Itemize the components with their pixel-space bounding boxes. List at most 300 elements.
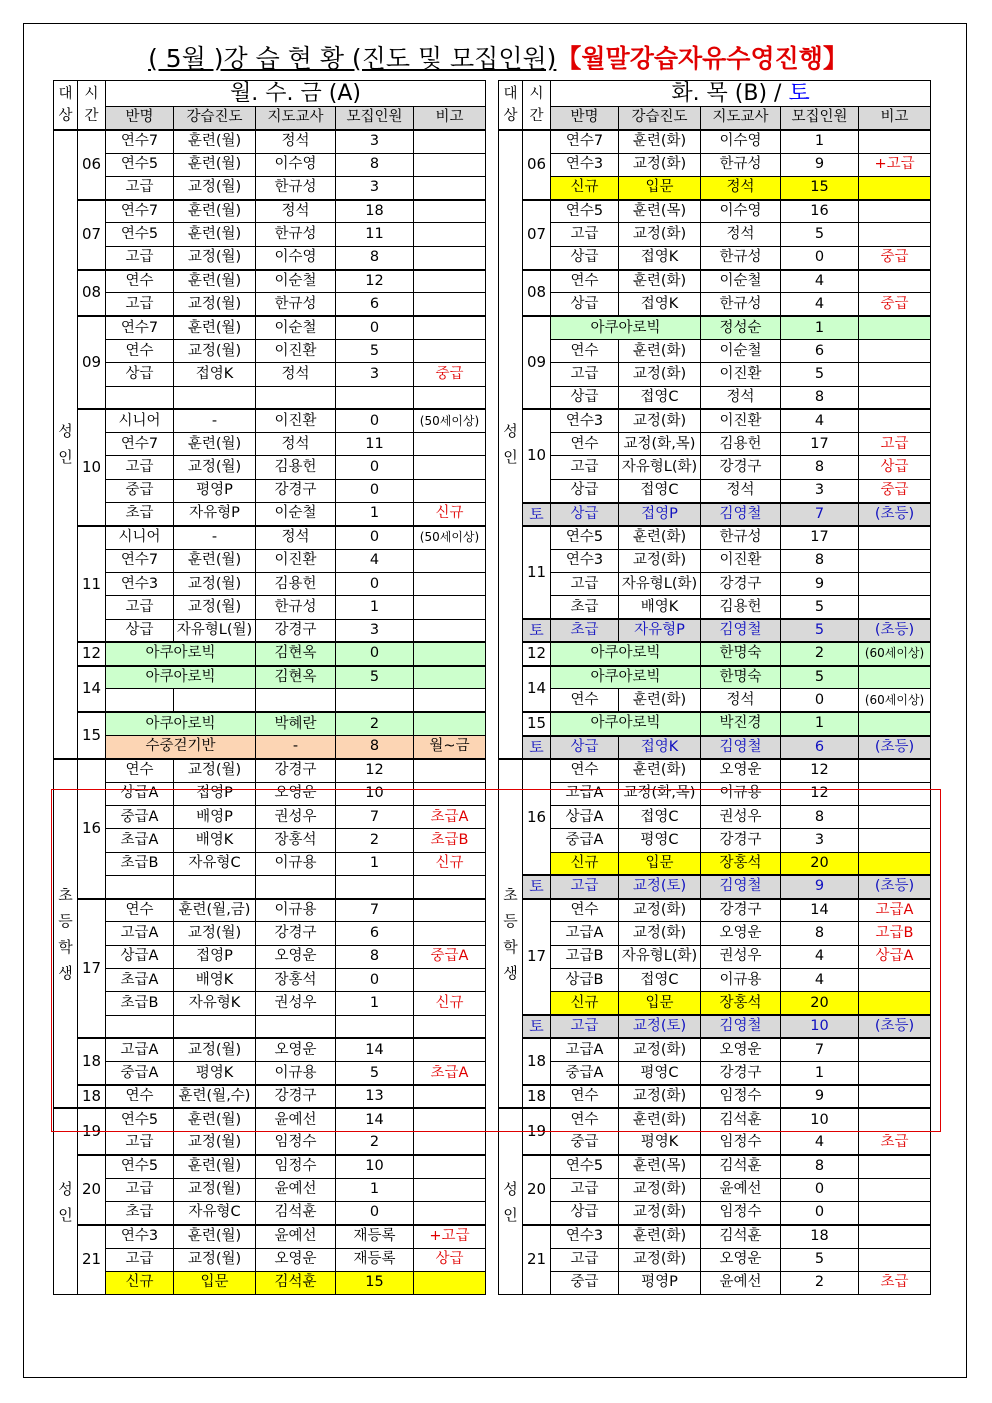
progress-cell: 교정(화): [619, 1085, 701, 1108]
table-row: [54, 1178, 486, 1201]
count-cell: 6: [781, 339, 859, 362]
teacher-cell: 김석훈: [701, 1108, 781, 1131]
teacher-cell: 정석: [701, 223, 781, 246]
teacher-cell: 박진경: [701, 712, 781, 735]
count-cell: 20: [781, 852, 859, 875]
table-row: [54, 1015, 486, 1038]
progress-cell: 교정(화): [619, 223, 701, 246]
count-cell: 5: [336, 339, 414, 362]
class-name-cell: 고급: [551, 1248, 619, 1271]
count-cell: 0: [781, 246, 859, 269]
count-cell: 1: [781, 1062, 859, 1085]
teacher-cell: 한규성: [256, 596, 336, 619]
table-row: [54, 642, 486, 665]
count-cell: 5: [336, 1062, 414, 1085]
count-cell: 5: [781, 596, 859, 619]
note-cell: [414, 456, 486, 479]
progress-cell: 교정(월): [174, 1132, 256, 1155]
count-cell: 0: [336, 968, 414, 991]
table-row: [499, 619, 931, 642]
class-name-cell: 초급A: [106, 829, 174, 852]
table-row: [499, 642, 931, 665]
time-cell: 20: [523, 1155, 551, 1225]
note-cell: 신규: [414, 852, 486, 875]
teacher-cell: 박혜란: [256, 712, 336, 735]
class-name-cell: 고급A: [551, 782, 619, 805]
class-name-cell: 고급: [551, 875, 619, 898]
table-row: [54, 829, 486, 852]
class-name-cell: 중급A: [106, 805, 174, 828]
count-cell: 17: [781, 433, 859, 456]
count-cell: 4: [781, 270, 859, 293]
progress-cell: [174, 1015, 256, 1038]
teacher-cell: 이진환: [701, 409, 781, 432]
count-cell: 7: [781, 503, 859, 526]
teacher-cell: 정석: [701, 176, 781, 199]
column-header: 비고: [414, 107, 486, 130]
count-cell: [336, 875, 414, 898]
class-name-cell: 수중걷기반: [106, 736, 256, 759]
note-cell: [859, 759, 931, 782]
note-cell: [859, 409, 931, 432]
count-cell: 2: [336, 712, 414, 735]
teacher-cell: [256, 1015, 336, 1038]
note-cell: [859, 176, 931, 199]
progress-cell: 훈련(화): [619, 339, 701, 362]
class-name-cell: 연수3: [551, 1225, 619, 1248]
table-row: [54, 1201, 486, 1224]
table-row: [54, 130, 486, 153]
teacher-cell: 한규성: [701, 153, 781, 176]
column-header: 반명: [551, 107, 619, 130]
count-cell: 17: [781, 526, 859, 549]
teacher-cell: [256, 689, 336, 712]
time-cell: 06: [523, 130, 551, 200]
teacher-cell: 윤예선: [701, 1271, 781, 1294]
progress-cell: 교정(월): [174, 596, 256, 619]
count-cell: 0: [781, 689, 859, 712]
note-cell: [859, 1038, 931, 1061]
time-cell: 14: [523, 666, 551, 713]
class-name-cell: 중급A: [551, 829, 619, 852]
teacher-cell: 이수영: [701, 200, 781, 223]
count-cell: 3: [336, 363, 414, 386]
progress-cell: 평영C: [619, 1062, 701, 1085]
teacher-cell: 강경구: [256, 759, 336, 782]
note-cell: 신규: [414, 992, 486, 1015]
table-row: [54, 666, 486, 689]
note-cell: [414, 386, 486, 409]
time-cell: 18: [78, 1085, 106, 1108]
count-cell: 8: [781, 549, 859, 572]
table-row: [499, 1108, 931, 1131]
note-cell: (초등): [859, 503, 931, 526]
table-row: [499, 433, 931, 456]
class-name-cell: 연수7: [106, 433, 174, 456]
teacher-cell: 김석훈: [256, 1201, 336, 1224]
teacher-cell: 이수영: [256, 246, 336, 269]
teacher-cell: 이수영: [701, 130, 781, 153]
class-name-cell: 연수: [551, 689, 619, 712]
table-row: [54, 503, 486, 526]
table-row: [499, 503, 931, 526]
table-row: [499, 1132, 931, 1155]
table-row: [499, 782, 931, 805]
count-cell: 12: [336, 759, 414, 782]
note-cell: [859, 1225, 931, 1248]
class-name-cell: 아쿠아로빅: [551, 642, 701, 665]
note-cell: [414, 899, 486, 922]
table-row: [499, 992, 931, 1015]
teacher-cell: 김영철: [701, 619, 781, 642]
count-cell: 14: [336, 1038, 414, 1061]
count-cell: 20: [781, 992, 859, 1015]
note-cell: [414, 223, 486, 246]
progress-cell: 훈련(화): [619, 130, 701, 153]
teacher-cell: 이규용: [256, 852, 336, 875]
table-row: [54, 968, 486, 991]
count-cell: 11: [336, 433, 414, 456]
class-name-cell: 신규: [551, 992, 619, 1015]
teacher-cell: 이순철: [701, 270, 781, 293]
teacher-cell: 한규성: [256, 223, 336, 246]
note-cell: [414, 1201, 486, 1224]
progress-cell: -: [174, 409, 256, 432]
time-cell: 16: [523, 759, 551, 875]
table-row: [54, 409, 486, 432]
count-cell: 5: [336, 666, 414, 689]
class-name-cell: 연수7: [106, 316, 174, 339]
count-cell: 7: [336, 899, 414, 922]
progress-cell: 교정(월): [174, 339, 256, 362]
count-cell: 1: [336, 852, 414, 875]
progress-cell: 접영C: [619, 479, 701, 502]
count-cell: 3: [781, 829, 859, 852]
count-cell: 3: [781, 479, 859, 502]
progress-cell: 교정(화): [619, 409, 701, 432]
table-row: [499, 386, 931, 409]
teacher-cell: 장홍석: [701, 852, 781, 875]
progress-cell: 교정(화): [619, 899, 701, 922]
note-cell: [414, 176, 486, 199]
class-name-cell: 고급: [106, 1248, 174, 1271]
table-row: [54, 339, 486, 362]
progress-cell: 훈련(목): [619, 200, 701, 223]
count-cell: 6: [781, 736, 859, 759]
table-row: [499, 223, 931, 246]
table-row: [54, 1132, 486, 1155]
note-cell: [414, 270, 486, 293]
teacher-cell: 정석: [701, 479, 781, 502]
note-cell: +고급: [414, 1225, 486, 1248]
count-cell: 9: [781, 572, 859, 595]
note-cell: [414, 246, 486, 269]
table-row: [499, 246, 931, 269]
time-cell: 10: [78, 409, 106, 525]
progress-cell: 입문: [174, 1271, 256, 1294]
note-cell: [414, 782, 486, 805]
table-row: [499, 176, 931, 199]
progress-cell: 훈련(월,수): [174, 1085, 256, 1108]
note-cell: [414, 316, 486, 339]
class-name-cell: 연수3: [106, 1225, 174, 1248]
teacher-cell: 오영운: [701, 922, 781, 945]
teacher-cell: 강경구: [701, 829, 781, 852]
count-cell: 8: [336, 153, 414, 176]
count-cell: 12: [781, 782, 859, 805]
table-row: [499, 736, 931, 759]
table-row: [499, 1085, 931, 1108]
progress-cell: [174, 689, 256, 712]
count-cell: 1: [781, 712, 859, 735]
class-name-cell: 연수5: [106, 1155, 174, 1178]
progress-cell: 입문: [619, 176, 701, 199]
class-name-cell: 연수3: [551, 153, 619, 176]
count-cell: 8: [781, 1155, 859, 1178]
class-name-cell: [106, 689, 174, 712]
class-name-cell: 연수7: [106, 549, 174, 572]
count-cell: 9: [781, 1085, 859, 1108]
class-name-cell: 아쿠아로빅: [551, 316, 701, 339]
time-cell: 09: [78, 316, 106, 409]
teacher-cell: 정석: [701, 689, 781, 712]
progress-cell: 자유형L(화): [619, 945, 701, 968]
count-cell: 10: [336, 1155, 414, 1178]
teacher-cell: [256, 386, 336, 409]
teacher-cell: 이규용: [256, 899, 336, 922]
teacher-cell: 강경구: [701, 1062, 781, 1085]
count-cell: 8: [781, 805, 859, 828]
table-row: [54, 433, 486, 456]
count-cell: 1: [336, 1178, 414, 1201]
note-cell: 고급: [859, 433, 931, 456]
teacher-cell: 강경구: [701, 899, 781, 922]
note-cell: [414, 433, 486, 456]
table-row: [499, 829, 931, 852]
table-row: [499, 1178, 931, 1201]
note-cell: (50세이상): [414, 409, 486, 432]
time-cell: 09: [523, 316, 551, 409]
time-cell: 19: [523, 1108, 551, 1155]
note-cell: [859, 1155, 931, 1178]
note-cell: [859, 1201, 931, 1224]
target-cell: 성인: [499, 1108, 523, 1294]
teacher-cell: 정석: [256, 433, 336, 456]
schedule-days-header: [551, 81, 931, 107]
progress-cell: 배영K: [174, 968, 256, 991]
teacher-cell: 이진환: [256, 409, 336, 432]
time-cell: 11: [78, 526, 106, 642]
teacher-cell: 강경구: [256, 922, 336, 945]
table-row: [499, 130, 931, 153]
teacher-cell: 이진환: [701, 549, 781, 572]
progress-cell: 교정(월): [174, 922, 256, 945]
count-cell: 4: [781, 945, 859, 968]
table-row: [54, 363, 486, 386]
note-cell: [859, 712, 931, 735]
teacher-cell: 한규성: [701, 293, 781, 316]
teacher-cell: 한규성: [256, 293, 336, 316]
count-cell: 1: [781, 316, 859, 339]
progress-cell: 교정(월): [174, 759, 256, 782]
note-cell: [414, 200, 486, 223]
note-cell: [414, 153, 486, 176]
time-cell: 14: [78, 666, 106, 713]
class-name-cell: 연수5: [106, 223, 174, 246]
progress-cell: 접영C: [619, 386, 701, 409]
table-row: [499, 409, 931, 432]
count-cell: 4: [781, 1132, 859, 1155]
time-cell: 07: [78, 200, 106, 270]
teacher-cell: 이진환: [256, 339, 336, 362]
progress-cell: 교정(월): [174, 246, 256, 269]
progress-cell: 배영P: [174, 805, 256, 828]
note-cell: [414, 642, 486, 665]
progress-cell: 훈련(화): [619, 526, 701, 549]
note-cell: [859, 968, 931, 991]
table-row: [499, 572, 931, 595]
note-cell: [414, 130, 486, 153]
count-cell: 0: [336, 642, 414, 665]
table-row: [54, 945, 486, 968]
class-name-cell: [106, 875, 174, 898]
count-cell: 12: [336, 270, 414, 293]
progress-cell: 배영K: [174, 829, 256, 852]
table-row: [499, 1062, 931, 1085]
class-name-cell: 고급: [551, 572, 619, 595]
table-row: [54, 223, 486, 246]
class-name-cell: 연수: [551, 759, 619, 782]
teacher-cell: 오영운: [256, 945, 336, 968]
teacher-cell: 김용헌: [256, 456, 336, 479]
table-row: [499, 968, 931, 991]
progress-cell: 접영K: [174, 363, 256, 386]
table-row: [54, 596, 486, 619]
class-name-cell: 연수: [106, 899, 174, 922]
teacher-cell: 장홍석: [256, 829, 336, 852]
time-cell: 토: [523, 503, 551, 526]
title-notice: 【월말강습자유수영진행】: [556, 44, 848, 73]
class-name-cell: 연수: [551, 899, 619, 922]
progress-cell: 교정(화): [619, 549, 701, 572]
table-row: [54, 1108, 486, 1131]
teacher-cell: 김영철: [701, 875, 781, 898]
progress-cell: 훈련(목): [619, 1155, 701, 1178]
class-name-cell: 신규: [551, 852, 619, 875]
class-name-cell: 중급A: [551, 1062, 619, 1085]
table-row: [54, 386, 486, 409]
progress-cell: 훈련(월): [174, 1225, 256, 1248]
count-cell: 4: [336, 549, 414, 572]
note-cell: (초등): [859, 1015, 931, 1038]
note-cell: 상급: [414, 1248, 486, 1271]
table-row: [54, 992, 486, 1015]
progress-cell: 교정(월): [174, 1038, 256, 1061]
count-cell: 10: [336, 782, 414, 805]
table-row: [499, 153, 931, 176]
class-name-cell: 초급B: [106, 852, 174, 875]
count-cell: [336, 689, 414, 712]
teacher-cell: 장홍석: [701, 992, 781, 1015]
count-cell: 8: [336, 736, 414, 759]
progress-cell: 접영K: [619, 293, 701, 316]
count-cell: 7: [781, 1038, 859, 1061]
count-cell: 13: [336, 1085, 414, 1108]
teacher-cell: 강경구: [256, 479, 336, 502]
table-row: [499, 1248, 931, 1271]
progress-cell: [174, 875, 256, 898]
note-cell: [859, 223, 931, 246]
count-cell: [336, 386, 414, 409]
class-name-cell: 아쿠아로빅: [551, 666, 701, 689]
class-name-cell: 연수7: [106, 200, 174, 223]
table-row: [54, 200, 486, 223]
progress-cell: 훈련(화): [619, 689, 701, 712]
table-row: [54, 782, 486, 805]
progress-cell: 접영C: [619, 968, 701, 991]
class-name-cell: 연수: [551, 339, 619, 362]
progress-cell: 자유형P: [174, 503, 256, 526]
class-name-cell: 고급B: [551, 945, 619, 968]
target-cell: 초등학생: [499, 759, 523, 1108]
table-row: [499, 1038, 931, 1061]
progress-cell: 교정(화): [619, 153, 701, 176]
class-name-cell: 연수5: [551, 200, 619, 223]
progress-cell: 훈련(화): [619, 270, 701, 293]
progress-cell: 자유형K: [174, 992, 256, 1015]
count-cell: 15: [781, 176, 859, 199]
teacher-cell: 권성우: [701, 945, 781, 968]
teacher-cell: 정석: [256, 200, 336, 223]
note-cell: [414, 596, 486, 619]
table-row: [54, 456, 486, 479]
count-cell: 9: [781, 875, 859, 898]
count-cell: 0: [336, 316, 414, 339]
note-cell: 초급: [859, 1132, 931, 1155]
note-cell: [859, 130, 931, 153]
note-cell: [859, 1062, 931, 1085]
class-name-cell: 고급: [106, 1132, 174, 1155]
class-name-cell: 고급A: [106, 1038, 174, 1061]
teacher-cell: 김용헌: [256, 572, 336, 595]
progress-cell: 교정(월): [174, 1178, 256, 1201]
target-cell: 초등학생: [54, 759, 78, 1108]
table-row: [54, 526, 486, 549]
table-row: [54, 246, 486, 269]
time-cell: 토: [523, 875, 551, 898]
note-cell: [414, 572, 486, 595]
teacher-cell: 한규성: [701, 246, 781, 269]
schedule-days-header: [106, 81, 486, 107]
teacher-cell: 이순철: [256, 316, 336, 339]
class-name-cell: 고급: [551, 363, 619, 386]
teacher-cell: 김영철: [701, 503, 781, 526]
table-row: [54, 899, 486, 922]
time-cell: 07: [523, 200, 551, 270]
table-row: [499, 1271, 931, 1294]
count-cell: 0: [336, 572, 414, 595]
class-name-cell: 초급A: [106, 968, 174, 991]
table-row: [54, 852, 486, 875]
note-cell: [859, 596, 931, 619]
progress-cell: 교정(화,목): [619, 433, 701, 456]
table-row: [499, 456, 931, 479]
progress-cell: 교정(토): [619, 1015, 701, 1038]
table-row: [54, 293, 486, 316]
note-cell: 초급A: [414, 1062, 486, 1085]
table-row: [54, 1225, 486, 1248]
class-name-cell: 연수: [106, 1085, 174, 1108]
